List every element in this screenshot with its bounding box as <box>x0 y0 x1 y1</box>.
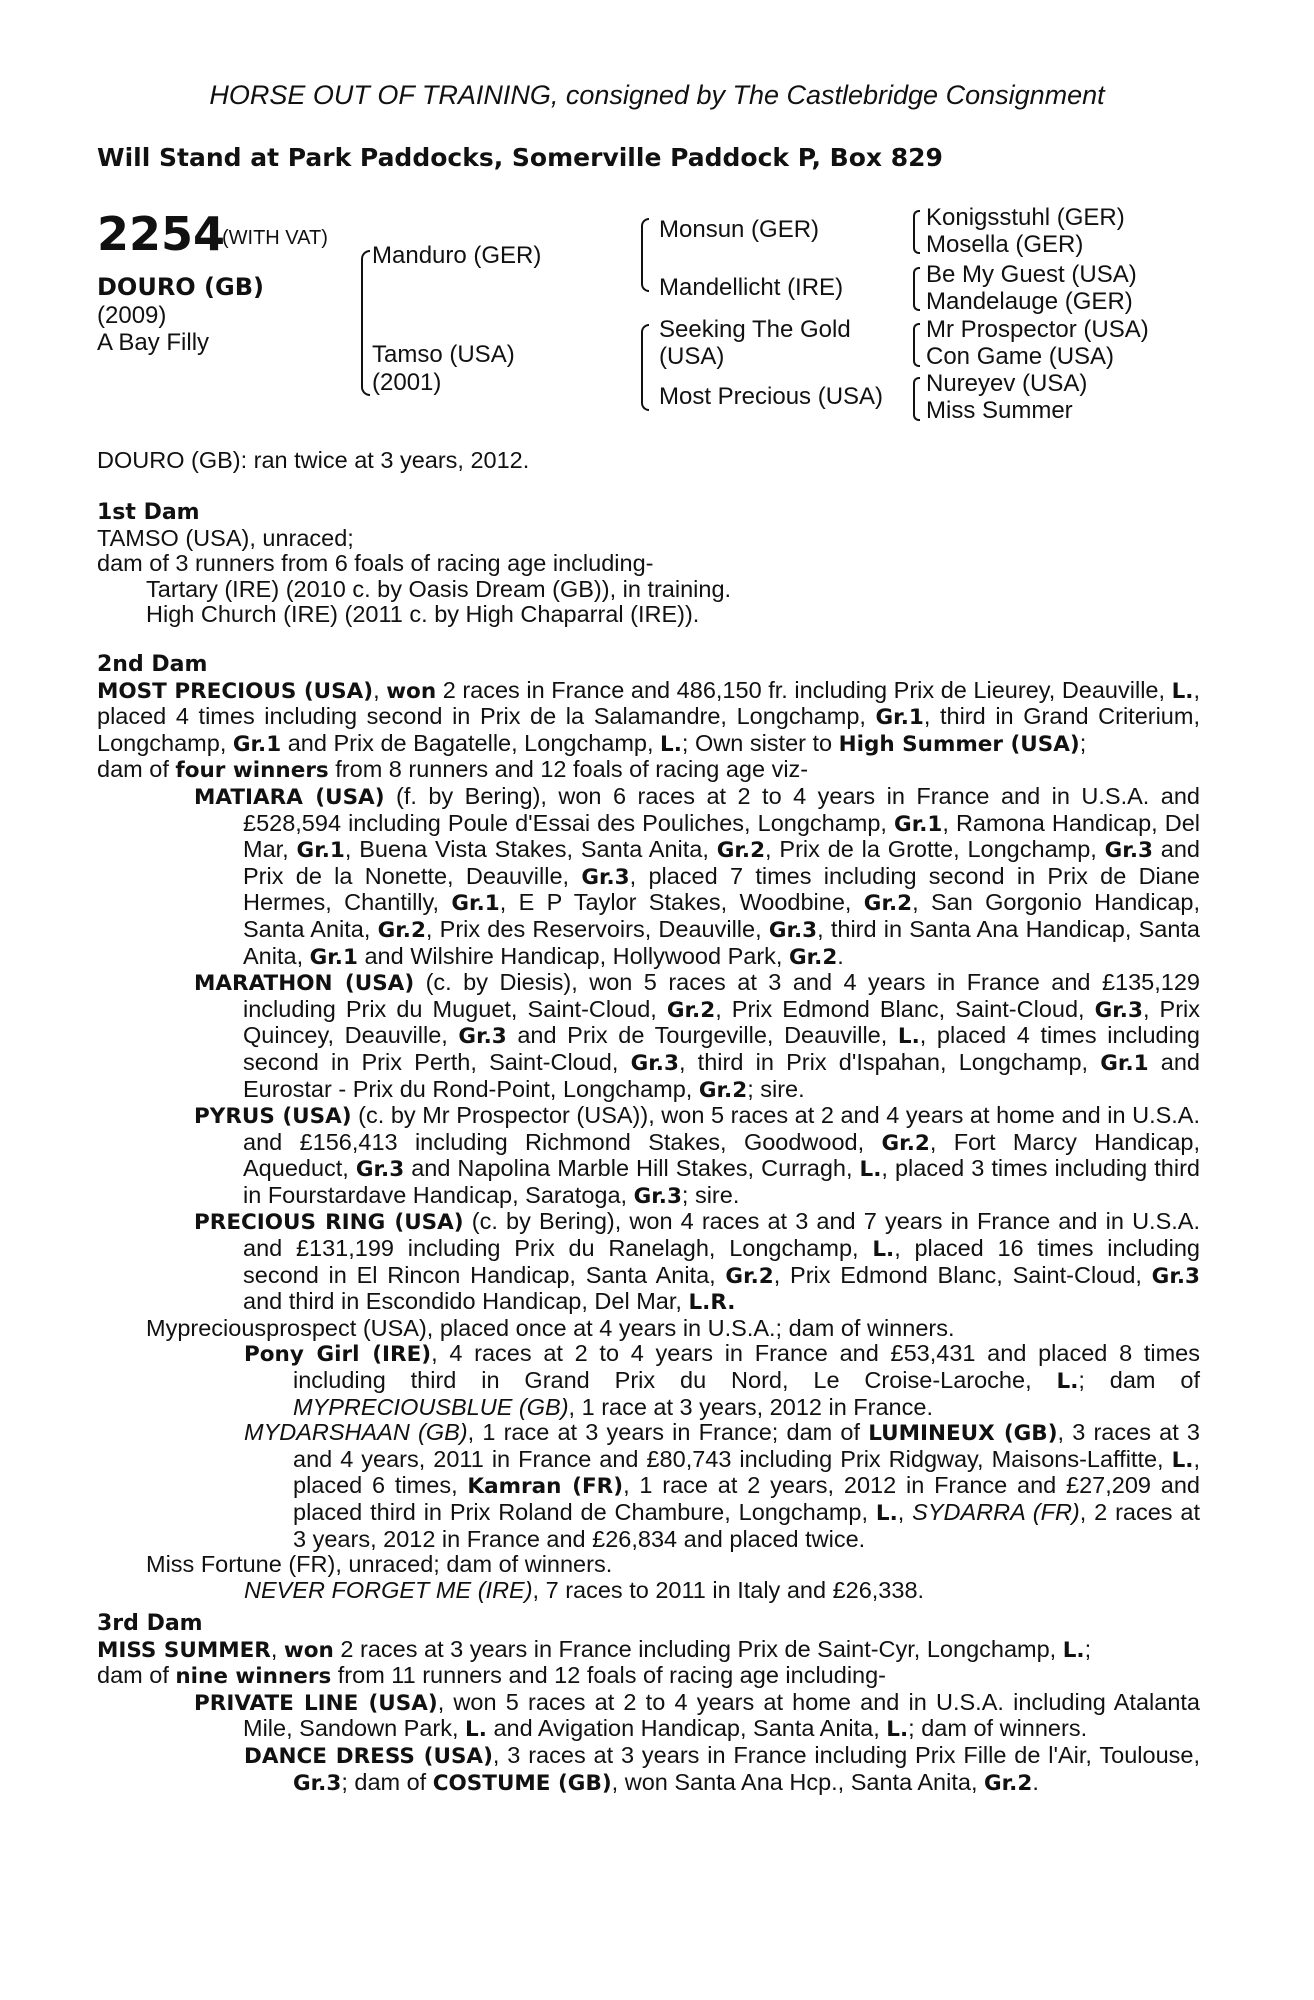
grade: Gr.2 <box>716 838 766 864</box>
text: , third in Prix d'Ispahan, Longchamp, <box>678 1048 1101 1075</box>
horse-year: (2009) <box>97 302 167 329</box>
text: , Prix Edmond Blanc, Saint-Cloud, <box>773 1261 1152 1288</box>
horse-name: DANCE DRESS (USA) <box>244 1743 493 1769</box>
first-dam-line: dam of 3 runners from 6 foals of racing age including- <box>97 550 654 577</box>
winners-count: nine winners <box>175 1664 332 1690</box>
stand-location: Will Stand at Park Paddocks, Somerville Paddock P, Box 829 <box>97 143 943 172</box>
second-dam-section <box>97 652 1200 1603</box>
horse-name: NEVER FORGET ME (IRE) <box>244 1576 533 1603</box>
grade: Gr.3 <box>1151 1263 1200 1289</box>
grade: Gr.1 <box>894 811 943 837</box>
g-brace-3 <box>913 323 920 367</box>
text: , E P Taylor Stakes, Woodbine, <box>499 889 864 916</box>
listed: L. <box>872 1237 895 1263</box>
dam-of-line <box>97 1663 1200 1690</box>
text: , won 5 races at 2 to 4 years at home and in U.S.A. including Atalanta Mile, Sandown Park, <box>243 1688 1200 1742</box>
text: , 3 races at 3 and 4 years, 2011 in France and £80,743 including Prix Ridgway, Maisons-Laffitte, <box>293 1419 1200 1472</box>
grade: Gr.3 <box>1094 997 1143 1023</box>
pony-girl-entry <box>97 1341 1200 1420</box>
first-dam-heading: 1st Dam <box>97 500 200 525</box>
text: , Fort Marcy Handicap, Aqueduct, <box>243 1128 1201 1182</box>
pedigree-dam-sire-2: (USA) <box>659 343 725 370</box>
horse-description: A Bay Filly <box>97 329 210 356</box>
grade: Gr.2 <box>725 1263 774 1289</box>
won-label: won <box>386 678 437 704</box>
horse-name: MYPRECIOUSBLUE (GB) <box>293 1393 569 1420</box>
pedigree-sire-dam: Mandellicht (IRE) <box>659 274 844 301</box>
text: , placed 4 times including second in Prix Perth, Saint-Cloud, <box>243 1022 1200 1075</box>
text: , 3 races at 3 years in France including Prix Fille de l'Air, Toulouse, <box>492 1741 1200 1768</box>
grade: Gr.2 <box>984 1770 1033 1796</box>
horse-name: PRECIOUS RING (USA) <box>194 1210 464 1236</box>
text: ; <box>1079 729 1087 756</box>
text: (c. by Diesis), won 5 races at 3 and 4 years in France and £135,129 including Prix du Muguet, Saint-Cloud, <box>243 969 1200 1022</box>
grade: Gr.2 <box>666 997 716 1023</box>
horse-name: Pony Girl (IRE) <box>244 1342 432 1368</box>
pedigree-dam-sire-1: Seeking The Gold <box>659 316 851 343</box>
grade: Gr.1 <box>1100 1050 1149 1076</box>
pedigree-dam-dam: Most Precious (USA) <box>659 383 884 410</box>
text: , 1 race at 3 years in France; dam of <box>467 1419 869 1446</box>
dam-of-line <box>97 757 1200 784</box>
grade: Gr.2 <box>881 1130 930 1156</box>
pedigree-g1: Konigsstuhl (GER) <box>926 204 1125 231</box>
grade: Gr.3 <box>458 1024 507 1050</box>
dam-line-brace <box>641 324 649 411</box>
text: , <box>897 1499 913 1525</box>
page-title: HORSE OUT OF TRAINING, consigned by The Castlebridge Consignment <box>209 80 1105 110</box>
pedigree-g6: Con Game (USA) <box>926 343 1115 370</box>
text: , placed 7 times including second in Prix de Diane Hermes, Chantilly, <box>243 862 1200 916</box>
text: and Prix de Tourgeville, Deauville, <box>506 1022 898 1049</box>
g-brace-4 <box>913 377 920 421</box>
text: ; sire. <box>747 1075 805 1102</box>
g-brace-1 <box>913 210 920 254</box>
miss-fortune-entry: Miss Fortune (FR), unraced; dam of winners. <box>146 1551 613 1578</box>
winners-count: four winners <box>175 758 329 784</box>
grade: Gr.2 <box>698 1077 748 1103</box>
race-record: DOURO (GB): ran twice at 3 years, 2012. <box>97 447 530 473</box>
text: from 11 runners and 12 foals of racing age including- <box>331 1662 887 1689</box>
precious-ring-entry <box>97 1209 1200 1315</box>
horse-name: MATIARA (USA) <box>194 784 385 810</box>
text: and Napolina Marble Hill Stakes, Curragh, <box>404 1155 860 1182</box>
text: and Prix de Bagatelle, Longchamp, <box>281 729 661 756</box>
text: , third in Grand Criterium, Longchamp, <box>97 703 1200 756</box>
listed: L. <box>660 731 682 757</box>
listed: L. <box>875 1501 898 1526</box>
dance-dress-entry <box>97 1743 1200 1796</box>
pedigree-g3: Be My Guest (USA) <box>926 261 1137 288</box>
pyrus-entry <box>97 1103 1200 1209</box>
text: ; dam of <box>1078 1367 1200 1394</box>
text: and Avigation Handicap, Santa Anita, <box>486 1715 887 1742</box>
text: ; dam of <box>341 1768 433 1795</box>
grade: Gr.3 <box>581 864 630 890</box>
horse-name: COSTUME (GB) <box>432 1770 612 1796</box>
listed: L. <box>886 1717 909 1743</box>
never-forget-entry <box>97 1578 1200 1604</box>
marathon-entry <box>97 970 1200 1103</box>
grade: Gr.3 <box>768 917 818 943</box>
text: ; sire. <box>681 1181 740 1208</box>
second-dam-heading: 2nd Dam <box>97 652 208 677</box>
g-brace-2 <box>913 267 920 311</box>
lot-number: 2254 <box>97 207 226 261</box>
grade: Gr.2 <box>788 944 838 970</box>
pedigree-sire-sire: Monsun (GER) <box>659 216 820 243</box>
listed: L. <box>1062 1637 1085 1663</box>
text: , 2 races at 3 years, 2012 in France and £26,834 and placed twice. <box>293 1499 1201 1552</box>
first-dam-section <box>97 500 1200 628</box>
text: and Eurostar - Prix du Rond-Point, Longchamp, <box>243 1048 1200 1102</box>
won-label: won <box>283 1637 334 1663</box>
pedigree-g5: Mr Prospector (USA) <box>926 316 1149 343</box>
grade: Gr.2 <box>863 891 913 917</box>
horse-name: MYDARSHAAN (GB) <box>244 1419 468 1446</box>
matiara-entry <box>97 784 1200 970</box>
text: . <box>1032 1768 1039 1795</box>
mypreciousprospect-entry: Mypreciousprospect (USA), placed once at 4 years in U.S.A.; dam of winners. <box>146 1314 955 1341</box>
text: , Prix Quincey, Deauville, <box>243 995 1200 1049</box>
text: , 7 races to 2011 in Italy and £26,338. <box>532 1576 925 1603</box>
horse-name: PRIVATE LINE (USA) <box>194 1690 438 1716</box>
grade: Gr.1 <box>296 838 345 864</box>
third-dam-heading: 3rd Dam <box>97 1611 203 1636</box>
pedigree-g7: Nureyev (USA) <box>926 370 1088 397</box>
listed: L. <box>897 1024 920 1050</box>
first-dam-progeny: Tartary (IRE) (2010 c. by Oasis Dream (GB)), in training. <box>146 575 732 602</box>
first-dam-progeny: High Church (IRE) (2011 c. by High Chaparral (IRE)). <box>146 601 700 628</box>
text: , Prix Edmond Blanc, Saint-Cloud, <box>715 995 1095 1022</box>
text: , Buena Vista Stakes, Santa Anita, <box>344 836 717 863</box>
listed: L. <box>1171 1447 1194 1473</box>
text: , 1 race at 2 years, 2012 in France and £27,209 and placed third in Prix Roland de Chambure, Longchamp, <box>293 1472 1200 1525</box>
grade: Gr.1 <box>309 944 358 970</box>
horse-name: MOST PRECIOUS (USA) <box>97 678 374 704</box>
text: and Prix de la Nonette, Deauville, <box>243 836 1200 889</box>
text: from 8 runners and 12 foals of racing age viz- <box>328 756 809 783</box>
pedigree-dam: Tamso (USA) <box>372 341 515 368</box>
text: and third in Escondido Handicap, Del Mar, <box>243 1288 689 1315</box>
text: 2 races at 3 years in France including Prix de Saint-Cyr, Longchamp, <box>333 1635 1063 1662</box>
text: , 4 races at 2 to 4 years in France and £53,431 and placed 8 times including third in Grand Prix du Nord, Le Croise-Laroche, <box>293 1340 1201 1394</box>
text: , Prix de la Grotte, Longchamp, <box>765 836 1105 863</box>
text: dam of <box>97 1662 176 1689</box>
text: , 1 race at 3 years, 2012 in France. <box>568 1393 933 1420</box>
vat-note: (WITH VAT) <box>222 227 328 249</box>
pedigree-g8: Miss Summer <box>926 397 1073 424</box>
most-precious-entry: MOST PRECIOUS (USA), won 2 races in France and 486,150 fr. including Prix de Lieurey, Deauville, L., placed 4 times including second in Prix de la Salamandre, Longchamp, Gr.1, third in Grand Criterium, Longchamp, Gr.1 and Prix de Bagatelle, Longchamp, L.; Own sister to High Summer (USA); <box>97 676 1200 757</box>
pedigree-g4: Mandelauge (GER) <box>926 288 1133 315</box>
text: . <box>837 942 844 969</box>
text: , San Gorgonio Handicap, Santa Anita, <box>243 889 1200 942</box>
text: ; dam of winners. <box>908 1715 1088 1742</box>
grade: Gr.3 <box>355 1157 405 1183</box>
horse-name: SYDARRA (FR) <box>912 1499 1080 1525</box>
listed: L. <box>465 1717 487 1743</box>
pedigree-sire: Manduro (GER) <box>372 242 542 269</box>
text: , placed 16 times including second in El Rincon Handicap, Santa Anita, <box>243 1235 1200 1288</box>
text: ; Own sister to <box>681 729 839 756</box>
text: , won Santa Ana Hcp., Santa Anita, <box>611 1768 984 1795</box>
text: , placed 6 times, <box>293 1445 1200 1499</box>
private-line-entry <box>97 1690 1200 1743</box>
pedigree-g2: Mosella (GER) <box>926 231 1084 258</box>
text: and Wilshire Handicap, Hollywood Park, <box>357 942 789 969</box>
horse-name: LUMINEUX (GB) <box>868 1421 1058 1447</box>
text: 2 races in France and 486,150 fr. including Prix de Lieurey, Deauville, <box>436 676 1172 703</box>
miss-summer-entry: MISS SUMMER, won 2 races at 3 years in France including Prix de Saint-Cyr, Longchamp, L.; <box>97 1635 1092 1663</box>
horse-name: DOURO (GB) <box>97 273 264 301</box>
grade: Gr.1 <box>451 891 500 917</box>
grade: Gr.2 <box>377 917 426 943</box>
horse-name: PYRUS (USA) <box>194 1104 352 1130</box>
text: , Ramona Handicap, Del Mar, <box>243 809 1200 863</box>
text: (c. by Mr Prospector (USA)), won 5 races at 2 and 4 years at home and in U.S.A. and £156,413 including Richmond Stakes, Goodwood, <box>243 1102 1201 1155</box>
text: ; <box>1084 1635 1092 1662</box>
sire-dam-brace <box>361 250 370 396</box>
grade: Gr.3 <box>293 1770 342 1796</box>
listed: L. <box>859 1157 882 1183</box>
listed: L. <box>1056 1369 1079 1395</box>
text: , Prix des Reservoirs, Deauville, <box>425 915 769 942</box>
text: dam of <box>97 756 176 783</box>
text: , placed 4 times including second in Prix de la Salamandre, Longchamp, <box>97 676 1200 730</box>
third-dam-section <box>97 1611 1200 1796</box>
first-dam-line: TAMSO (USA), unraced; <box>97 524 354 551</box>
text: (c. by Bering), won 4 races at 3 and 7 years in France and in U.S.A. and £131,199 including Prix du Ranelagh, Longchamp, <box>243 1208 1200 1262</box>
listed: L. <box>1171 678 1194 704</box>
text: , third in Santa Ana Handicap, Santa Anita, <box>243 915 1200 969</box>
horse-name: High Summer (USA) <box>838 731 1080 757</box>
pedigree-dam-year: (2001) <box>372 369 442 396</box>
mydarshaan-entry <box>97 1420 1200 1552</box>
horse-name: MARATHON (USA) <box>194 971 415 997</box>
text: , placed 3 times including third in Fourstardave Handicap, Saratoga, <box>243 1155 1200 1208</box>
horse-name: MISS SUMMER <box>97 1637 271 1663</box>
horse-name: Kamran (FR) <box>467 1474 624 1500</box>
grade: Gr.3 <box>1104 838 1153 864</box>
grade: Gr.3 <box>633 1183 682 1209</box>
grade: Gr.3 <box>630 1050 679 1076</box>
text: (f. by Bering), won 6 races at 2 to 4 years in France and in U.S.A. and £528,594 including Poule d'Essai des Pouliches, Longchamp, <box>243 782 1200 836</box>
grade: Gr.1 <box>875 705 924 731</box>
grade: Gr.1 <box>232 731 282 757</box>
sire-line-brace <box>641 218 649 292</box>
listed-restricted: L.R. <box>688 1290 736 1316</box>
